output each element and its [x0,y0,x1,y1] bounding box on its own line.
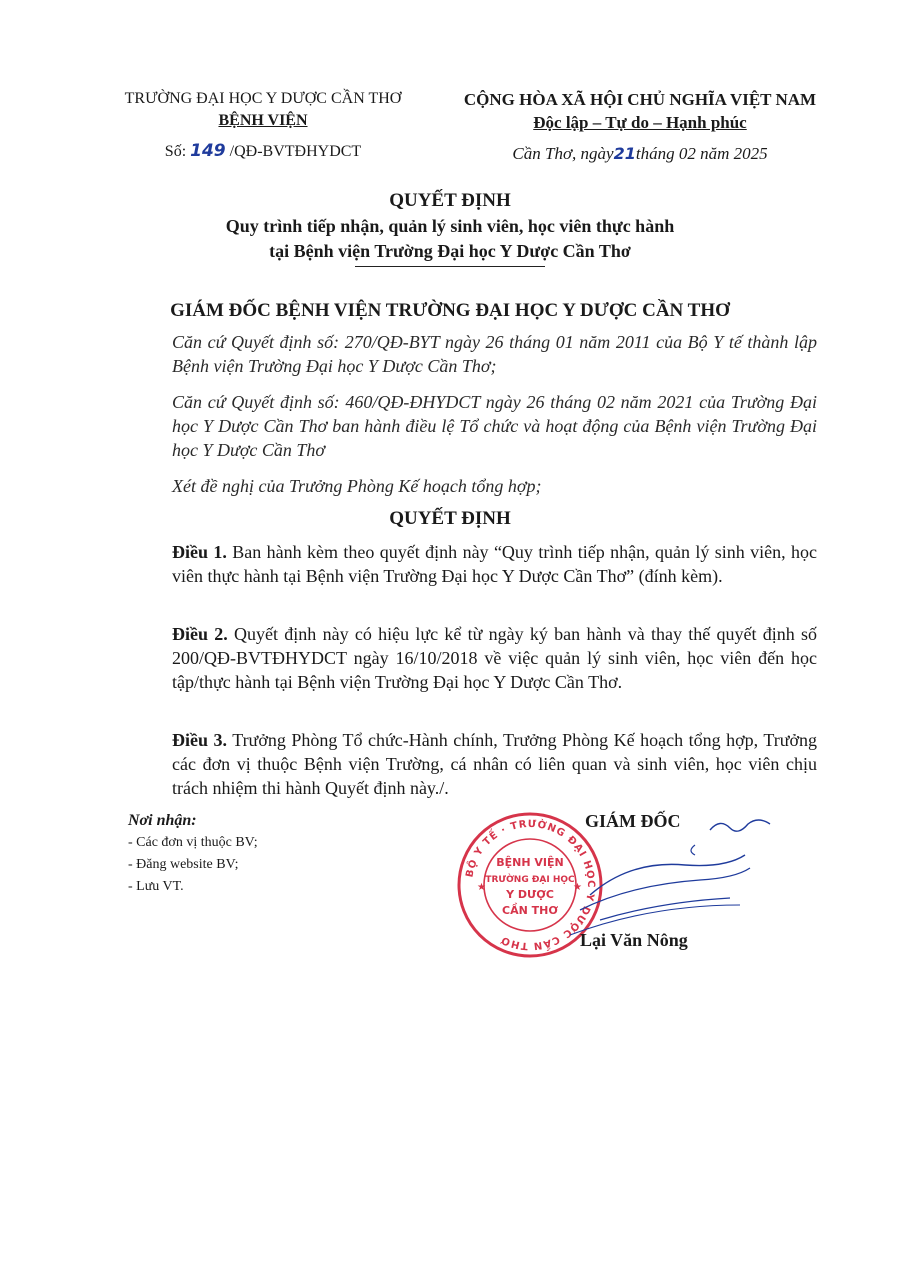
director-heading: GIÁM ĐỐC BỆNH VIỆN TRƯỜNG ĐẠI HỌC Y DƯỢC CẦN THƠ [170,300,730,321]
title-underline [355,266,545,267]
basis-paragraph-2 [127,390,817,462]
stamp-center-line-4: CẦN THƠ [502,904,558,917]
article-body [127,728,817,800]
title-line-2: Quy trình tiếp nhận, quản lý sinh viên, học viên thực hành [225,216,675,236]
star-icon: ★ [477,882,486,893]
basis-text: Căn cứ Quyết định số: 270/QĐ-BYT ngày 26 tháng 01 năm 2011 của Bộ Y tế thành lập Bệnh viện Trường Đại học Y Dược Cần Thơ; [172,332,817,376]
article-text: Ban hành kèm theo quyết định này “Quy trình tiếp nhận, quản lý sinh viên, học viên thực hành tại Bệnh viện Trường Đại học Y Dược Cần Thơ” (đính kèm). [172,542,817,586]
national-motto: Độc lập – Tự do – Hạnh phúc [533,113,747,132]
organization-name: TRƯỜNG ĐẠI HỌC Y DƯỢC CẦN THƠ [124,90,402,107]
stamp-center-line-1: BỆNH VIỆN [496,856,564,869]
number-prefix: Số: [164,143,191,160]
basis-paragraph-1 [127,330,817,378]
article-3 [127,728,817,800]
star-icon: ★ [573,882,582,893]
article-text: Trưởng Phòng Tổ chức-Hành chính, Trưởng Phòng Kế hoạch tổng hợp, Trưởng các đơn vị thuộc Bệnh viện Trường, cá nhân có liên quan và sinh viên, học viên chịu trách nhiệm thi hành Quyết định này./. [172,730,817,798]
article-label: Điều 2. [172,624,228,644]
title-line-3: tại Bệnh viện Trường Đại học Y Dược Cần Thơ [269,241,631,261]
signature-title: GIÁM ĐỐC [585,811,681,831]
article-label: Điều 3. [172,730,228,750]
recipients-block [128,810,428,898]
article-1 [127,540,817,588]
document-title [100,188,800,267]
number-suffix: /QĐ-BVTĐHYDCT [225,143,362,160]
article-2 [127,622,817,694]
article-label: Điều 1. [172,542,227,562]
date-suffix: tháng 02 năm 2025 [635,144,768,163]
document-number [98,140,428,163]
number-handwritten: 149 [190,141,226,161]
date-day-handwritten: 21 [613,144,636,163]
article-body [127,622,817,694]
recipients-heading: Nơi nhận: [128,812,197,829]
basis-text: Căn cứ Quyết định số: 460/QĐ-ĐHYDCT ngày 26 tháng 02 năm 2021 của Trường Đại học Y Dược Cần Thơ ban hành điều lệ Tổ chức và hoạt động của Bệnh viện Trường Đại học Y Dược Cần Thơ [172,392,817,460]
country-name: CỘNG HÒA XÃ HỘI CHỦ NGHĨA VIỆT NAM [463,90,817,109]
stamp-center-line-3: Y DƯỢC [506,888,554,901]
basis-paragraph-3 [127,474,817,498]
header-left [98,88,428,163]
signer-name: Lại Văn Nông [580,930,688,950]
recipient-item: - Đăng website BV; [128,857,239,872]
header-right [440,88,840,165]
basis-text: Xét đề nghị của Trưởng Phòng Kế hoạch tổng hợp; [172,476,542,496]
stamp-center-line-2: TRƯỜNG ĐẠI HỌC [485,875,575,885]
article-text: Quyết định này có hiệu lực kể từ ngày ký ban hành và thay thế quyết định số 200/QĐ-BVTĐHYDCT ngày 16/10/2018 về việc quản lý sinh viên, học viên đến học tập/thực hành tại Bệnh viện Trường Đại học Y Dược Cần Thơ. [172,624,818,692]
title-line-1: QUYẾT ĐỊNH [389,190,511,211]
date-prefix: Cần Thơ, ngày [512,144,614,163]
recipient-item: - Các đơn vị thuộc BV; [128,835,258,850]
stamp-ring-text: BỘ Y TẾ · TRƯỜNG ĐẠI HỌC Y DƯỢC CẦN THƠ [464,818,597,952]
department-name: BỆNH VIỆN [218,112,308,129]
decision-heading: QUYẾT ĐỊNH [389,508,511,529]
article-body [127,540,817,588]
recipient-item: - Lưu VT. [128,879,184,894]
document-date [440,142,840,165]
